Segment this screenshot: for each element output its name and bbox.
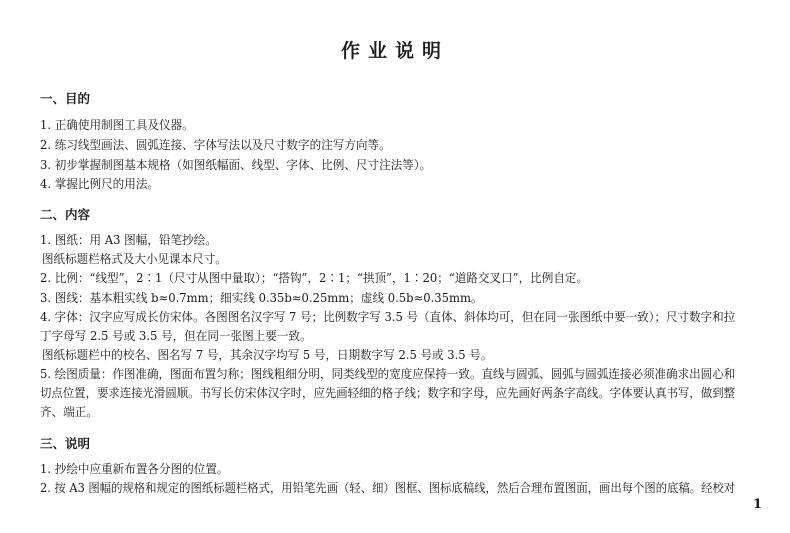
paragraph-line: 2. 练习线型画法、圆弧连接、字体写法以及尺寸数字的注写方向等。 <box>40 138 391 152</box>
paragraph-line: 3. 图线：基本粗实线 b≈0.7mm；细实线 0.35b≈0.25mm；虚线 0.5b≈0.35mm。 <box>40 291 483 305</box>
paragraph-line: 丁字母写 2.5 号或 3.5 号，但在同一张图上要一致。 <box>40 329 312 343</box>
section-heading-notes: 三、说明 <box>40 436 91 451</box>
page-number: 1 <box>752 497 762 512</box>
paragraph-line: 图纸标题栏格式及大小见课本尺寸。 <box>42 252 227 266</box>
paragraph-line: 4. 字体：汉字应写成长仿宋体。各图图名汉字写 7 号；比例数字写 3.5 号（直体、斜体均可，但在同一张图纸中要一致）；尺寸数字和拉 <box>40 310 736 324</box>
paragraph-line: 1. 图纸：用 A3 图幅，铅笔抄绘。 <box>40 233 217 247</box>
section-heading-purpose: 一、目的 <box>40 91 91 106</box>
paragraph-line: 2. 比例：“线型”，2∶1（尺寸从图中量取）；“搭钩”，2∶1；“拱顶”，1∶20；“道路交叉口”，比例自定。 <box>40 271 589 285</box>
paragraph-line: 图纸标题栏中的校名、图名写 7 号，其余汉字均写 5 号，日期数字写 2.5 号或 3.5 号。 <box>42 348 493 362</box>
paragraph-line: 齐、端正。 <box>40 405 98 419</box>
paragraph-line: 1. 正确使用制图工具及仪器。 <box>40 118 194 132</box>
paragraph-line: 2. 按 A3 图幅的规格和规定的图纸标题栏格式，用铅笔先画（轻、细）图框、图标底稿线，然后合理布置图面，画出每个图的底稿。经校对 <box>40 481 736 495</box>
section-heading-content: 二、内容 <box>40 207 91 222</box>
page-title: 作业说明 <box>340 40 449 62</box>
paragraph-line: 切点位置，要求连接光滑圆顺。书写长仿宋体汉字时，应先画轻细的格子线；数字和字母，应先画好两条字高线。字体要认真书写，做到整 <box>40 386 736 400</box>
paragraph-line: 4. 掌握比例尺的用法。 <box>40 177 159 191</box>
paragraph-line: 5. 绘图质量：作图准确，图面布置匀称；图线粗细分明，同类线型的宽度应保持一致。直线与圆弧、圆弧与圆弧连接必须准确求出圆心和 <box>40 367 736 381</box>
paragraph-line: 3. 初步掌握制图基本规格（如图纸幅面、线型、字体、比例、尺寸注法等）。 <box>40 158 432 172</box>
paragraph-line: 1. 抄绘中应重新布置各分图的位置。 <box>40 462 229 476</box>
